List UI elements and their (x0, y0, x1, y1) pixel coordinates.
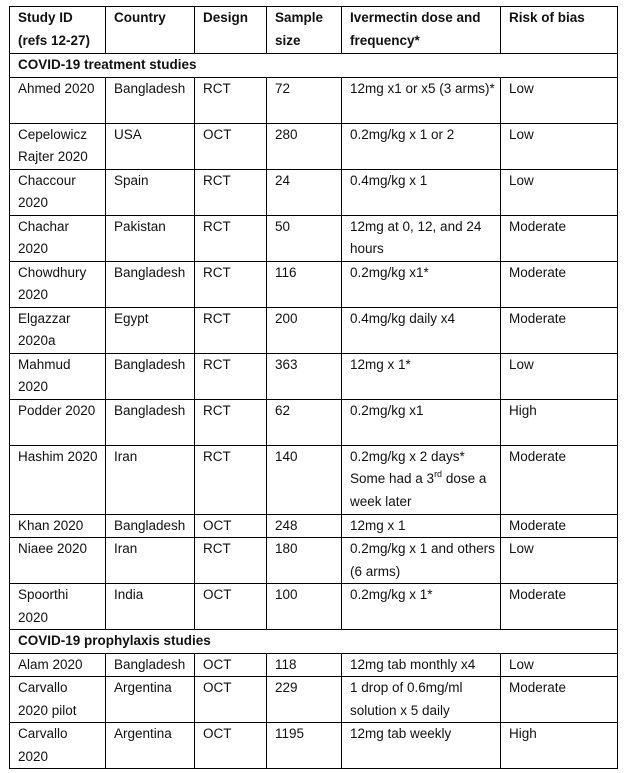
study-id-cell: Mahmud 2020 (10, 353, 106, 399)
risk-of-bias-cell: Moderate (501, 584, 618, 630)
section-row (10, 630, 618, 654)
study-id-cell: Podder 2020 (10, 399, 106, 445)
dose-cell: 12mg x 1* (342, 353, 501, 399)
study-id-cell: Niaee 2020 (10, 538, 106, 584)
sample-size-cell: 363 (267, 353, 342, 399)
table-row (10, 514, 618, 538)
sample-size-cell: 248 (267, 514, 342, 538)
risk-of-bias-cell: Low (501, 653, 618, 677)
sample-size-cell: 180 (267, 538, 342, 584)
dose-cell: 0.4mg/kg daily x4 (342, 307, 501, 353)
section-title: COVID-19 prophylaxis studies (10, 630, 618, 654)
country-cell: India (106, 584, 195, 630)
risk-of-bias-cell: Low (501, 77, 618, 123)
study-id-cell: Carvallo 2020 pilot (10, 677, 106, 723)
table-row (10, 677, 618, 723)
study-id-cell: Khan 2020 (10, 514, 106, 538)
study-id-cell: Hashim 2020 (10, 445, 106, 514)
country-cell: Argentina (106, 723, 195, 769)
study-id-cell: Ahmed 2020 (10, 77, 106, 123)
dose-cell: 0.2mg/kg x 1 and others (6 arms) (342, 538, 501, 584)
table-row (10, 445, 618, 514)
sample-size-cell: 140 (267, 445, 342, 514)
dose-superscript: rd (434, 468, 443, 479)
country-cell: Iran (106, 445, 195, 514)
sample-size-cell: 118 (267, 653, 342, 677)
design-cell: RCT (195, 77, 267, 123)
design-cell: OCT (195, 123, 267, 169)
table-row (10, 353, 618, 399)
header-dose: Ivermectin dose and frequency* (342, 7, 501, 54)
risk-of-bias-cell: Moderate (501, 261, 618, 307)
risk-of-bias-cell: High (501, 723, 618, 769)
risk-of-bias-cell: Low (501, 123, 618, 169)
design-cell: RCT (195, 169, 267, 215)
design-cell: RCT (195, 445, 267, 514)
dose-cell: 0.4mg/kg x 1 (342, 169, 501, 215)
dose-cell: 1 drop of 0.6mg/ml solution x 5 daily (342, 677, 501, 723)
risk-of-bias-cell: Moderate (501, 445, 618, 514)
sample-size-cell: 200 (267, 307, 342, 353)
header-row (10, 7, 618, 54)
design-cell: OCT (195, 723, 267, 769)
country-cell: USA (106, 123, 195, 169)
dose-cell (342, 445, 501, 514)
country-cell: Argentina (106, 677, 195, 723)
risk-of-bias-cell: Moderate (501, 307, 618, 353)
dose-cell: 0.2mg/kg x1 (342, 399, 501, 445)
sample-size-cell: 229 (267, 677, 342, 723)
sample-size-cell: 116 (267, 261, 342, 307)
table-row (10, 261, 618, 307)
country-cell: Bangladesh (106, 353, 195, 399)
table-row (10, 723, 618, 769)
country-cell: Iran (106, 538, 195, 584)
design-cell: RCT (195, 215, 267, 261)
dose-cell: 12mg at 0, 12, and 24 hours (342, 215, 501, 261)
risk-of-bias-cell: Moderate (501, 514, 618, 538)
sample-size-cell: 62 (267, 399, 342, 445)
design-cell: RCT (195, 307, 267, 353)
header-study-id: Study ID (refs 12-27) (10, 7, 106, 54)
table-row (10, 399, 618, 445)
study-id-cell: Chaccour 2020 (10, 169, 106, 215)
table-row (10, 215, 618, 261)
risk-of-bias-cell: Low (501, 169, 618, 215)
dose-text-continued: dose a week later (350, 471, 487, 509)
sample-size-cell: 72 (267, 77, 342, 123)
country-cell: Bangladesh (106, 77, 195, 123)
study-id-cell: Elgazzar 2020a (10, 307, 106, 353)
table-row (10, 584, 618, 630)
section-title: COVID-19 treatment studies (10, 54, 618, 78)
table-row (10, 307, 618, 353)
risk-of-bias-cell: High (501, 399, 618, 445)
dose-cell: 12mg x 1 (342, 514, 501, 538)
dose-cell: 0.2mg/kg x 1* (342, 584, 501, 630)
section-row (10, 54, 618, 78)
table-row (10, 538, 618, 584)
risk-of-bias-cell: Low (501, 538, 618, 584)
country-cell: Bangladesh (106, 653, 195, 677)
table-row (10, 653, 618, 677)
study-table (9, 6, 618, 769)
sample-size-cell: 100 (267, 584, 342, 630)
sample-size-cell: 280 (267, 123, 342, 169)
sample-size-cell: 50 (267, 215, 342, 261)
study-id-cell: Alam 2020 (10, 653, 106, 677)
risk-of-bias-cell: Moderate (501, 215, 618, 261)
header-country: Country (106, 7, 195, 54)
table-row (10, 123, 618, 169)
study-id-cell: Carvallo 2020 (10, 723, 106, 769)
design-cell: RCT (195, 538, 267, 584)
country-cell: Spain (106, 169, 195, 215)
sample-size-cell: 24 (267, 169, 342, 215)
dose-cell: 0.2mg/kg x1* (342, 261, 501, 307)
header-sample-size: Sample size (267, 7, 342, 54)
design-cell: RCT (195, 261, 267, 307)
dose-text: 0.2mg/kg x 2 days* Some had a 3 (350, 448, 465, 486)
country-cell: Bangladesh (106, 514, 195, 538)
country-cell: Bangladesh (106, 399, 195, 445)
study-id-cell: Cepelowicz Rajter 2020 (10, 123, 106, 169)
study-id-cell: Chowdhury 2020 (10, 261, 106, 307)
country-cell: Egypt (106, 307, 195, 353)
design-cell: RCT (195, 353, 267, 399)
design-cell: OCT (195, 653, 267, 677)
table-row (10, 169, 618, 215)
dose-cell: 12mg x1 or x5 (3 arms)* (342, 77, 501, 123)
design-cell: RCT (195, 399, 267, 445)
dose-cell: 12mg tab monthly x4 (342, 653, 501, 677)
dose-cell: 0.2mg/kg x 1 or 2 (342, 123, 501, 169)
dose-cell: 12mg tab weekly (342, 723, 501, 769)
risk-of-bias-cell: Low (501, 353, 618, 399)
header-design: Design (195, 7, 267, 54)
risk-of-bias-cell: Moderate (501, 677, 618, 723)
header-risk-of-bias: Risk of bias (501, 7, 618, 54)
country-cell: Pakistan (106, 215, 195, 261)
country-cell: Bangladesh (106, 261, 195, 307)
study-id-cell: Chachar 2020 (10, 215, 106, 261)
design-cell: OCT (195, 677, 267, 723)
table-row (10, 77, 618, 123)
design-cell: OCT (195, 514, 267, 538)
sample-size-cell: 1195 (267, 723, 342, 769)
study-id-cell: Spoorthi 2020 (10, 584, 106, 630)
design-cell: OCT (195, 584, 267, 630)
